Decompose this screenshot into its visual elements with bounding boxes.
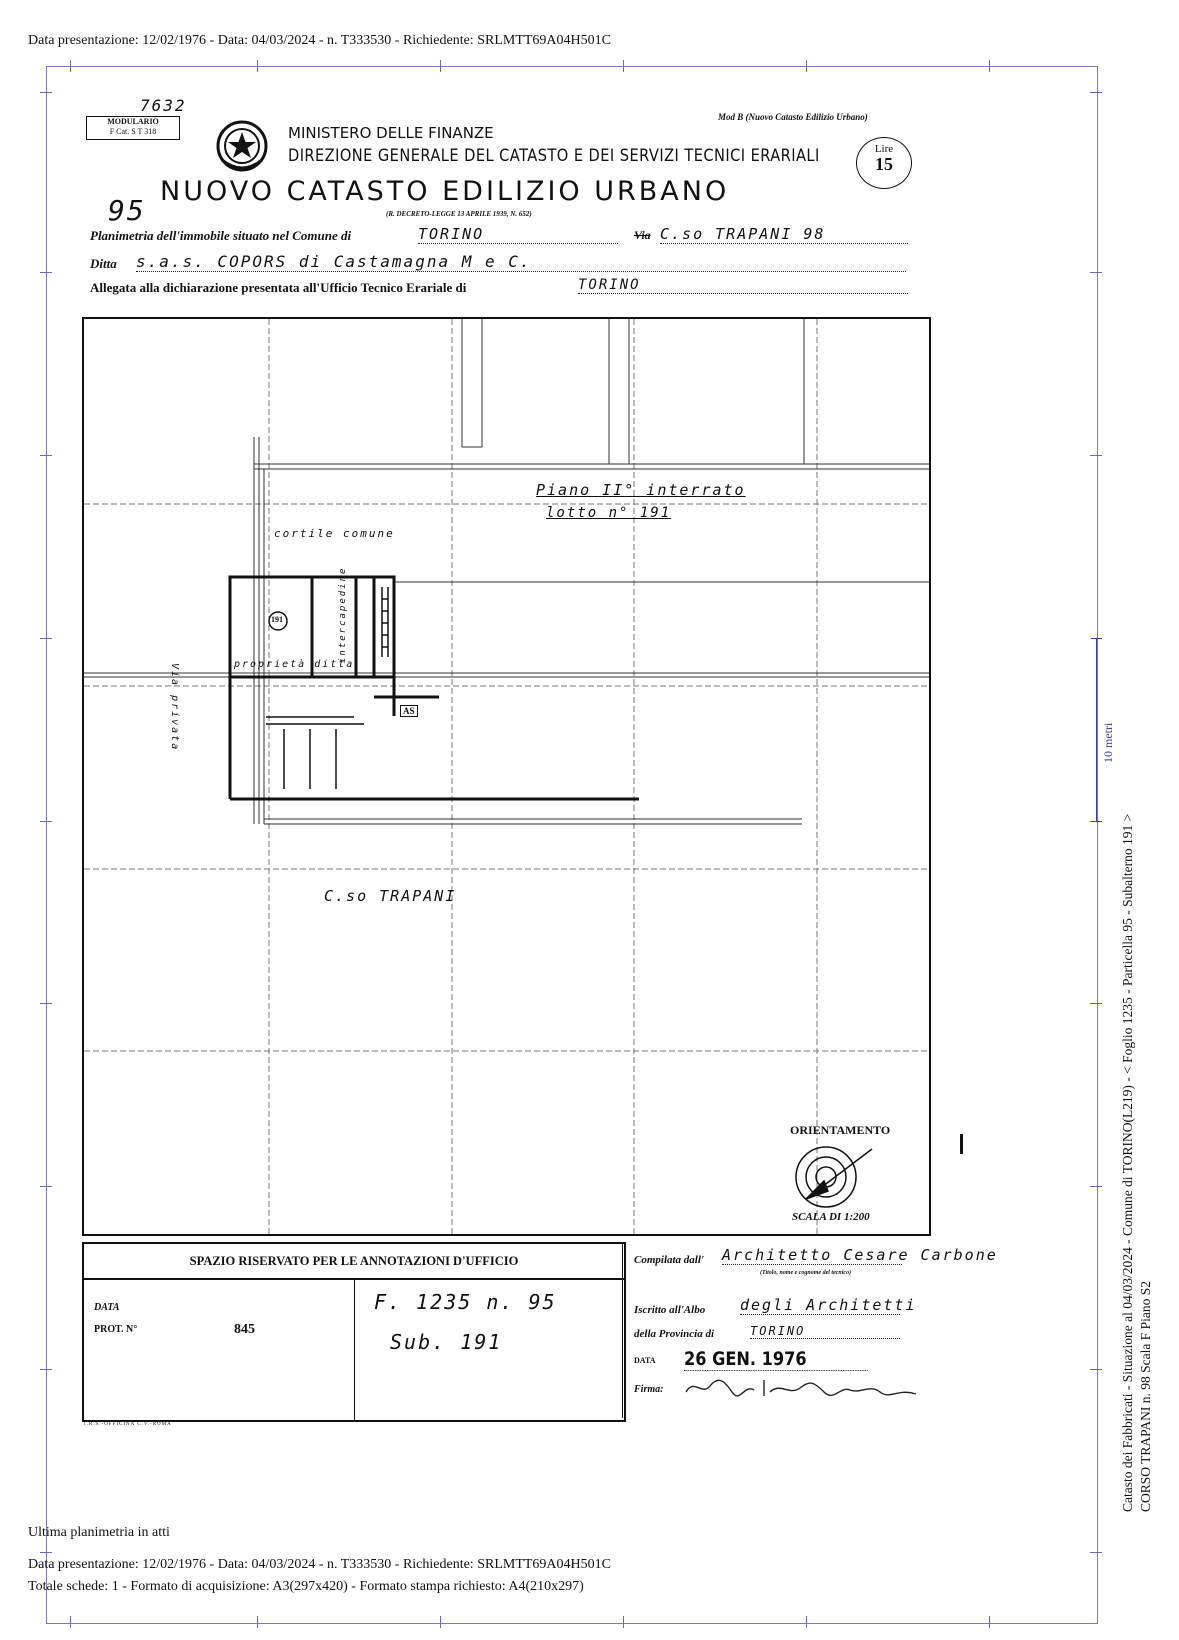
allegata-label: Allegata alla dichiarazione presentata all'Ufficio Tecnico Erariale di [90, 280, 467, 295]
floor-note: Piano II° interrato [536, 481, 746, 499]
compiler-date: 26 GEN. 1976 [684, 1348, 868, 1371]
sheet-number: 95 [108, 194, 146, 227]
footer-ultima: Ultima planimetria in atti [28, 1525, 170, 1540]
lot-note: lotto n° 191 [546, 505, 672, 521]
orientation-symbol [796, 1147, 872, 1207]
allegata-value: TORINO [578, 277, 908, 294]
office-ref-line1: F. 1235 n. 95 [374, 1290, 557, 1314]
ditta-value: s.a.s. COPORS di Castamagna M e C. [136, 252, 906, 272]
footer-line1: Data presentazione: 12/02/1976 - Data: 04/03/2024 - n. T333530 - Richiedente: SRLMTT69A04H501C [28, 1557, 611, 1572]
side-cadastre-info: Catasto dei Fabbricati - Situazione al 04/03/2024 - Comune di TORINO(L219) - < Foglio 1235 - Particella 95 - Subalterno 191 > [1120, 813, 1135, 1512]
office-ref-line2: Sub. 191 [390, 1330, 503, 1354]
intercapedine-label: intercapedine [338, 566, 348, 663]
signature-image [684, 1376, 920, 1398]
stamp-label: Lire [874, 143, 894, 155]
compilata-value: Architetto Cesare Carbone [722, 1246, 998, 1264]
form-title: NUOVO CATASTO EDILIZIO URBANO [160, 176, 730, 207]
scale-bar [1096, 638, 1097, 821]
orientation-label: ORIENTAMENTO [790, 1123, 891, 1137]
modulario-box [86, 116, 180, 140]
office-data-label: DATA [94, 1302, 120, 1313]
provincia-value: TORINO [750, 1324, 900, 1339]
decree: (R. DECRETO-LEGGE 13 APRILE 1939, N. 652) [386, 210, 532, 218]
as-label: AS [400, 705, 418, 717]
ministry: MINISTERO DELLE FINANZE [288, 124, 494, 142]
modulario-label: MODULARIO [107, 117, 159, 126]
office-annotations [82, 1242, 626, 1422]
office-prot-value: 845 [234, 1322, 255, 1337]
proprieta-label: proprietà ditta [234, 659, 355, 670]
compiler-data-label: DATA [634, 1356, 656, 1365]
scale-bar-label: 10 metri [1101, 722, 1115, 763]
comune-value: TORINO [418, 225, 618, 244]
cortile-label: cortile comune [274, 527, 395, 540]
model-label: Mod B (Nuovo Catasto Edilizio Urbano) [718, 112, 868, 122]
office-title: SPAZIO RISERVATO PER LE ANNOTAZIONI D'UFFICIO [84, 1244, 624, 1280]
footer-line2: Totale schede: 1 - Formato di acquisizione: A3(297x420) - Formato stampa richiesto: A4(210x297) [28, 1579, 584, 1594]
printer-label: I.R.S.-OFFICINA C.V.-ROMA [84, 1422, 172, 1427]
unit-number: 191 [271, 615, 283, 624]
compiler-divider [622, 1242, 623, 1418]
comune-label: Planimetria dell'immobile situato nel Comune di [90, 228, 352, 243]
revenue-stamp [856, 137, 912, 189]
provincia-label: della Provincia di [634, 1328, 715, 1340]
firma-label: Firma: [634, 1384, 664, 1395]
direction: DIREZIONE GENERALE DEL CATASTO E DEI SERVIZI TECNICI ERARIALI [288, 146, 820, 166]
stamp-value: 15 [875, 154, 893, 174]
iscritto-label: Iscritto all'Albo [634, 1304, 706, 1316]
via-privata-label: Via privata [169, 663, 180, 752]
floor-plan-drawing [84, 319, 929, 1234]
office-prot-label: PROT. N° [94, 1324, 138, 1335]
modulario-code: F Cat. S T 318 [109, 127, 157, 136]
street-label: C.so TRAPANI [324, 887, 457, 905]
margin-mark [960, 1134, 963, 1154]
via-value: C.so TRAPANI 98 [660, 225, 908, 244]
scale-label: SCALA DI 1:200 [792, 1211, 870, 1223]
ditta-label: Ditta [90, 256, 117, 271]
floor-plan [82, 317, 931, 1236]
header-info: Data presentazione: 12/02/1976 - Data: 04/03/2024 - n. T333530 - Richiedente: SRLMTT69A04H501C [28, 33, 611, 48]
handwritten-code: 7632 [140, 96, 187, 115]
side-address-info: CORSO TRAPANI n. 98 Scala F Piano S2 [1138, 1280, 1153, 1512]
iscritto-value: degli Architetti [740, 1296, 917, 1314]
via-label: Via [634, 228, 651, 242]
republic-emblem-icon [214, 116, 270, 176]
compilata-label: Compilata dall' [634, 1254, 704, 1266]
compilata-note: (Titolo, nome e cognome del tecnico) [760, 1270, 852, 1276]
